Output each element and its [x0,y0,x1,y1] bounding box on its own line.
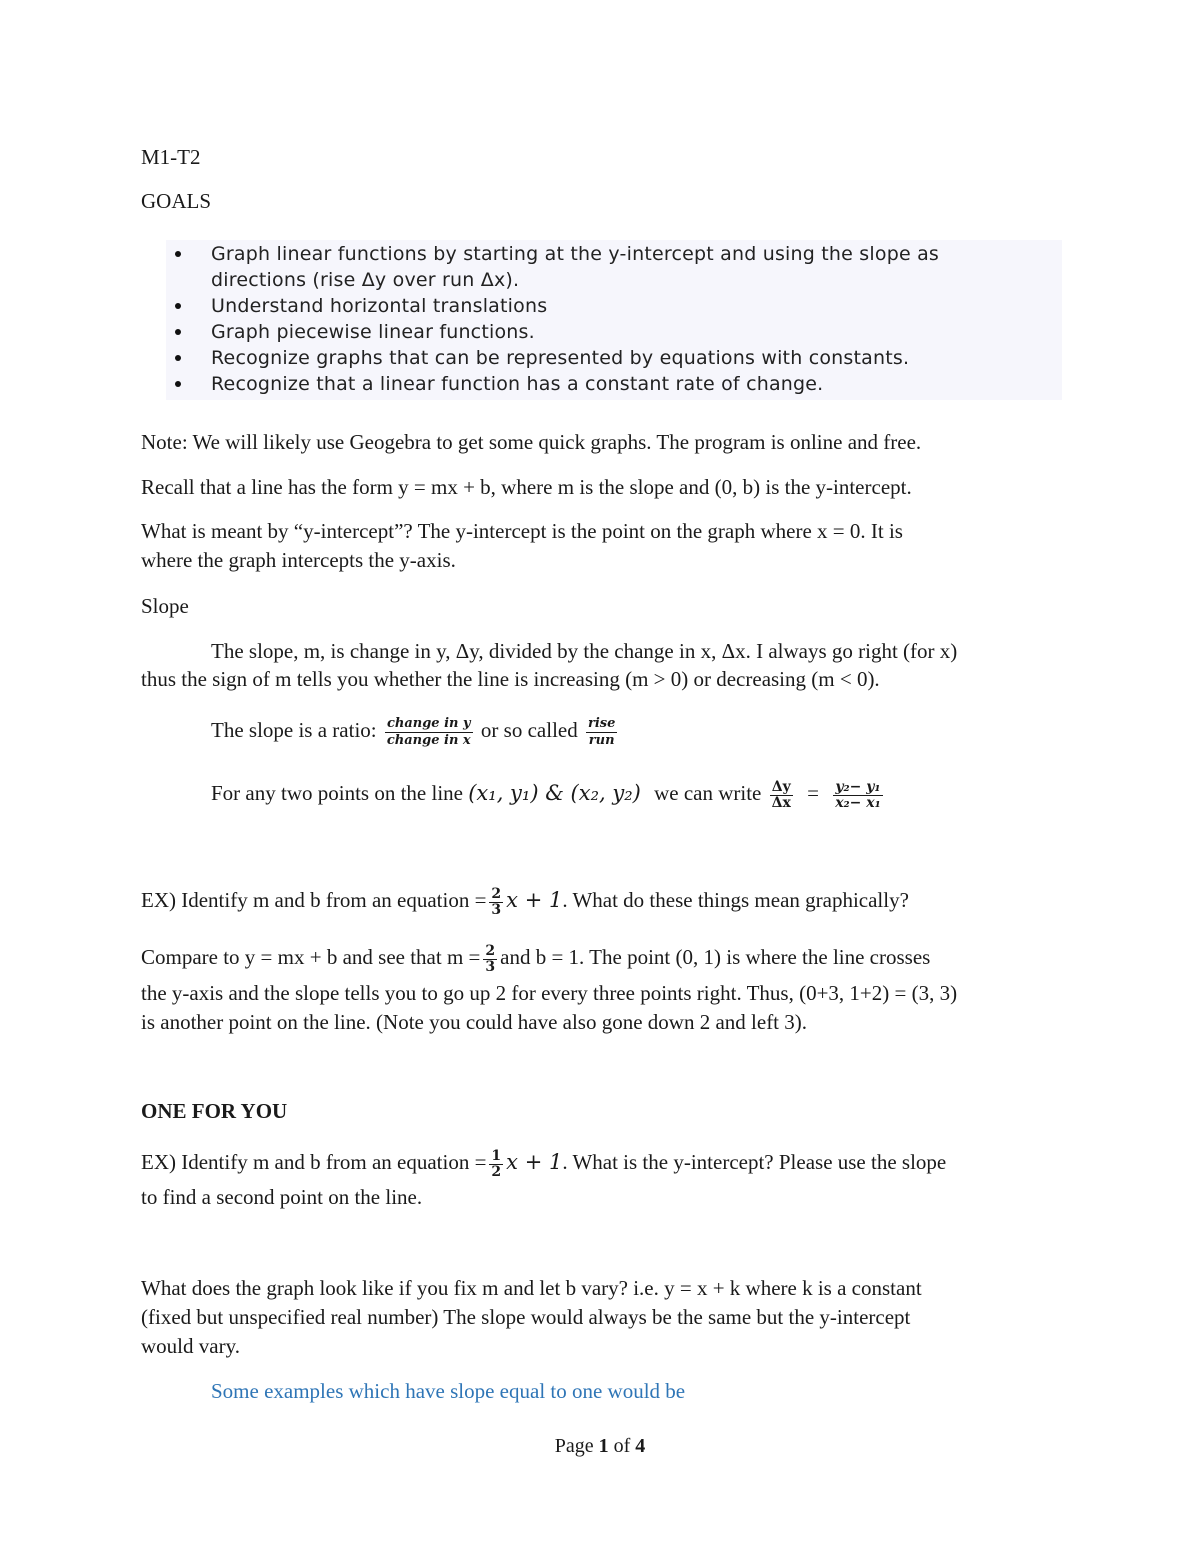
fraction-numerator: 2 [491,885,502,902]
goals-heading: GOALS [141,189,212,213]
bullet-icon [175,251,181,257]
bullet-icon [175,303,181,309]
example1-expression: x + 1 [506,888,563,912]
slope-line1: The slope, m, is change in y, Δy, divided by the change in x, Δx. I always go right (for x) [211,639,958,663]
compare-line1 [141,937,930,977]
ratio-mid-text: or so called [480,718,578,742]
list-item-continuation [172,267,1052,293]
page-word: Page [554,1435,594,1457]
fraction-numerator: Δy [770,780,793,796]
example1-fraction [489,887,503,918]
example2-fraction [489,1149,503,1180]
example1-question: . What do these things mean graphically? [562,888,909,912]
points-fraction [833,780,883,811]
example2-question: . What is the y-intercept? Please use the slope [562,1150,947,1174]
bullet-icon [175,329,181,335]
goal-text: Graph linear functions by starting at the y-intercept and using the slope as [211,243,940,265]
list-item [172,293,1052,319]
list-item [172,319,1052,345]
ratio-prefix: The slope is a ratio: [211,718,377,742]
list-item [172,241,1052,267]
example1-prefix: EX) Identify m and b from an equation = [141,888,487,912]
page-total: 4 [635,1435,646,1457]
goal-text: Graph piecewise linear functions. [211,321,535,343]
fraction-denominator: 3 [485,958,496,975]
examples-line: Some examples which have slope equal to one would be [211,1379,686,1403]
goal-text: Recognize that a linear function has a constant rate of change. [211,373,824,395]
equals-sign: = [807,781,819,805]
note-paragraph: Note: We will likely use Geogebra to get some quick graphs. The program is online and free. [141,430,922,454]
fraction-denominator: x₂− x₁ [835,794,881,811]
ratio-fraction-rise-run [586,716,617,749]
example2-prefix: EX) Identify m and b from an equation = [141,1150,487,1174]
slope-heading: Slope [141,594,189,618]
fraction-numerator: 2 [485,942,496,959]
points-prefix: For any two points on the line [211,781,463,805]
goal-text: Recognize graphs that can be represented by equations with constants. [211,347,910,369]
fraction-denominator: 3 [491,901,502,918]
fraction-denominator: change in x [386,732,471,748]
goals-list [172,241,1052,397]
delta-fraction [770,780,793,811]
example2-line [141,1142,946,1182]
two-points-line [211,773,886,813]
bullet-icon [175,381,181,387]
example2-expression: x + 1 [506,1150,563,1174]
goal-text: directions (rise Δy over run Δx). [211,269,520,291]
example1-line [141,880,909,920]
slope-line2: thus the sign of m tells you whether the line is increasing (m > 0) or decreasing (m < 0). [141,667,880,691]
bullet-icon [175,355,181,361]
compare-fraction [483,944,497,975]
fraction-numerator: y₂− y₁ [833,780,883,796]
of-word: of [613,1435,631,1457]
points-mid-text: we can write [654,781,762,805]
goal-text: Understand horizontal translations [211,295,548,317]
fraction-denominator: Δx [771,794,791,811]
fraction-denominator: 2 [491,1163,502,1180]
compare-prefix: Compare to y = mx + b and see that m = [141,945,481,969]
compare-line2: the y-axis and the slope tells you to go up 2 for every three points right. Thus, (0+3, 1+2) = (3, 3) [141,981,958,1005]
doc-code: M1-T2 [141,145,201,169]
fraction-numerator: 1 [491,1147,502,1164]
fraction-numerator: change in y [385,716,473,733]
fix-m-line2: (fixed but unspecified real number) The slope would always be the same but the y-intercept [141,1305,911,1329]
fix-m-line3: would vary. [141,1334,240,1358]
points-math: (x₁, y₁) & (x₂, y₂) [468,781,641,805]
intercept-question-line2: where the graph intercepts the y-axis. [141,548,456,572]
fix-m-line1: What does the graph look like if you fix m and let b vary? i.e. y = x + k where k is a constant [141,1276,922,1300]
intercept-question-line1: What is meant by “y-intercept”? The y-intercept is the point on the graph where x = 0. It is [141,519,903,543]
one-for-you-heading: ONE FOR YOU [141,1099,288,1123]
page-footer [0,1432,1200,1461]
slope-ratio-line [211,710,620,750]
page-number: 1 [598,1435,609,1457]
ratio-fraction-change [385,716,473,749]
fraction-denominator: run [588,732,615,748]
recall-paragraph: Recall that a line has the form y = mx + b, where m is the slope and (0, b) is the y-intercept. [141,475,912,499]
compare-line3: is another point on the line. (Note you could have also gone down 2 and left 3). [141,1010,808,1034]
list-item [172,371,1052,397]
fraction-numerator: rise [587,715,616,731]
list-item [172,345,1052,371]
example2-line2: to find a second point on the line. [141,1185,423,1209]
compare-tail: and b = 1. The point (0, 1) is where the line crosses [500,945,931,969]
